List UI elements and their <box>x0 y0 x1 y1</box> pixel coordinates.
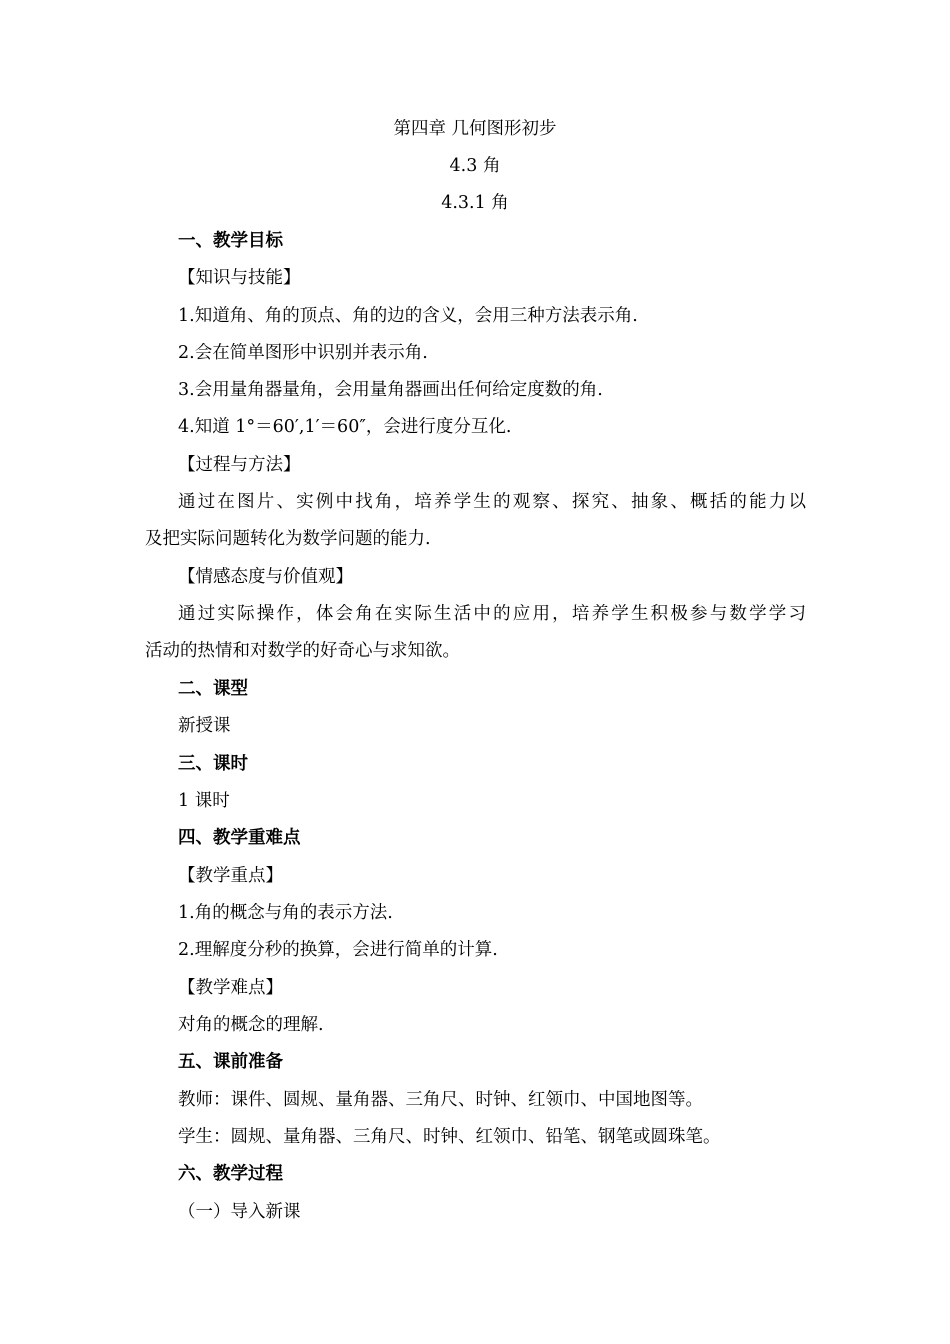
heading-class-hours: 三、课时 <box>178 754 248 774</box>
key-point-item: 2.理解度分秒的换算，会进行简单的计算. <box>178 940 498 960</box>
student-preparation: 学生：圆规、量角器、三角尺、时钟、红领巾、铅笔、钢笔或圆珠笔。 <box>178 1127 721 1147</box>
difficult-point-text: 对角的概念的理解. <box>178 1015 324 1035</box>
knowledge-item: 2.会在简单图形中识别并表示角. <box>178 343 428 363</box>
knowledge-item: 1.知道角、角的顶点、角的边的含义，会用三种方法表示角. <box>178 306 638 326</box>
knowledge-item: 3.会用量角器量角，会用量角器画出任何给定度数的角. <box>178 380 603 400</box>
emotion-paragraph-line: 通过实际操作，体会角在实际生活中的应用，培养学生积极参与数学学习 <box>178 604 806 624</box>
subheading-introduction: （一）导入新课 <box>178 1202 301 1222</box>
class-hours-text: 1 课时 <box>178 791 230 811</box>
emotion-paragraph-line: 活动的热情和对数学的好奇心与求知欲。 <box>145 641 460 661</box>
teacher-preparation: 教师：课件、圆规、量角器、三角尺、时钟、红领巾、中国地图等。 <box>178 1090 703 1110</box>
lesson-type-text: 新授课 <box>178 716 231 736</box>
subheading-emotion-values: 【情感态度与价值观】 <box>178 567 353 587</box>
heading-key-difficult-points: 四、教学重难点 <box>178 828 301 848</box>
subheading-key-points: 【教学重点】 <box>178 866 283 886</box>
chapter-title: 第四章 几何图形初步 <box>393 119 557 139</box>
knowledge-item: 4.知道 1°＝60′,1′＝60″，会进行度分互化. <box>178 417 512 437</box>
key-point-item: 1.角的概念与角的表示方法. <box>178 903 393 923</box>
process-paragraph-line: 通过在图片、实例中找角，培养学生的观察、探究、抽象、概括的能力以 <box>178 492 806 512</box>
subsection-title: 4.3.1 角 <box>441 193 509 213</box>
subheading-process-methods: 【过程与方法】 <box>178 455 301 475</box>
heading-teaching-goals: 一、教学目标 <box>178 231 283 251</box>
heading-lesson-type: 二、课型 <box>178 679 248 699</box>
subheading-difficult-points: 【教学难点】 <box>178 978 283 998</box>
heading-preparation: 五、课前准备 <box>178 1052 283 1072</box>
subheading-knowledge-skills: 【知识与技能】 <box>178 268 301 288</box>
section-title: 4.3 角 <box>449 156 501 176</box>
heading-teaching-process: 六、教学过程 <box>178 1164 283 1184</box>
process-paragraph-line: 及把实际问题转化为数学问题的能力. <box>145 529 431 549</box>
